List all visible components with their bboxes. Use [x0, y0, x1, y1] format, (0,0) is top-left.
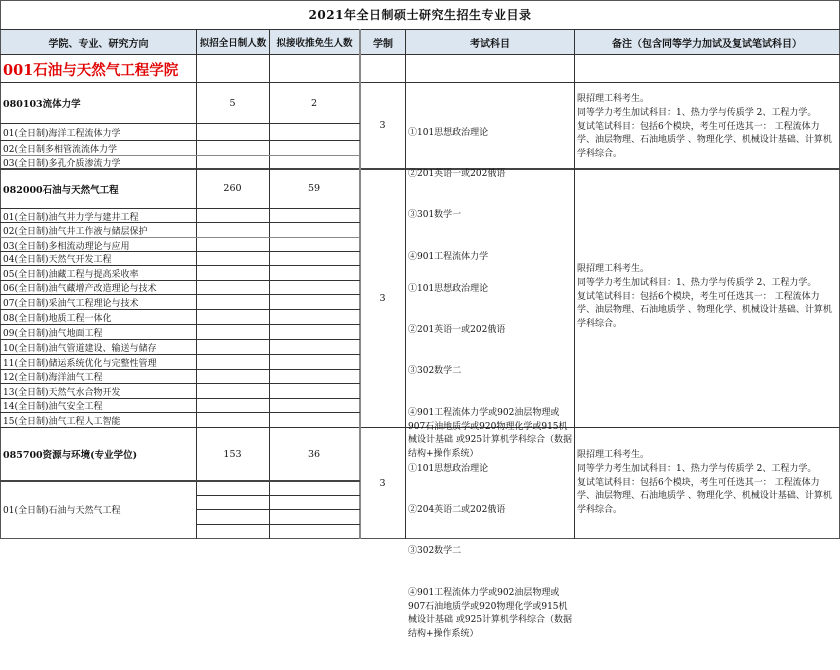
note-item: 限招理工科考生。: [577, 450, 650, 460]
exam-subject-item: ②201英语一或202俄语: [408, 324, 506, 335]
direction-item: 01(全日制)石油与天然气工程: [3, 506, 121, 516]
divider: [196, 509, 360, 510]
direction-item: 04(全日制)天然气开发工程: [3, 254, 112, 265]
direction-item: 06(全日制)油气藏增产改造理论与技术: [3, 283, 157, 294]
header-college-major-direction: 学院、专业、研究方向: [1, 30, 196, 54]
header-planned-fulltime: 拟招全日制人数: [197, 30, 269, 54]
divider: [0, 82, 840, 83]
major-name: 082000石油与天然气工程: [3, 184, 119, 196]
note-item: 同等学力考生加试科目：1、热力学与传质学 2、工程力学。: [577, 107, 817, 118]
note-item: 限招理工科考生。: [577, 94, 650, 104]
direction-item: 10(全日制)油气管道建设、输送与储存: [3, 343, 157, 354]
recommended-count: 36: [307, 448, 321, 460]
exam-subject-item: ④901工程流体力学: [408, 251, 489, 262]
direction-item: 09(全日制)油气地面工程: [3, 328, 103, 339]
exam-subject-item: ②204英语二或202俄语: [408, 504, 506, 515]
direction-item: 08(全日制)地质工程一体化: [3, 313, 112, 324]
header-exam-subjects: 考试科目: [406, 30, 574, 54]
note-item: 同等学力考生加试科目：1、热力学与传质学 2、工程力学。: [577, 277, 817, 288]
note-item: 同等学力考生加试科目：1、热力学与传质学 2、工程力学。: [577, 463, 817, 474]
exam-subject-item: ③302数学二: [408, 366, 462, 377]
direction-item: 03(全日制)多孔介质渗流力学: [3, 158, 121, 169]
exam-subject-item: ②201英语一或202俄语: [408, 168, 506, 179]
direction-item: 12(全日制)海洋油气工程: [3, 372, 103, 383]
header-years: 学制: [361, 30, 405, 54]
planned-count: 153: [223, 448, 242, 460]
exam-subject-item: ①101思想政治理论: [408, 463, 489, 474]
exam-subjects: [408, 435, 574, 670]
direction-item: 07(全日制)采油气工程理论与技术: [3, 298, 139, 309]
notes: [577, 263, 835, 332]
years-value: 3: [379, 120, 386, 131]
note-item: 限招理工科考生。: [577, 264, 650, 274]
exam-subject-item: ③302数学二: [408, 546, 462, 557]
major-name: 080103流体力学: [3, 99, 81, 110]
col-divider: [574, 29, 575, 539]
exam-subject-item: ①101思想政治理论: [408, 283, 489, 294]
direction-item: 01(全日制)海洋工程流体力学: [3, 128, 121, 139]
note-item: 复试笔试科目：包括6个模块，考生可任选其一： 工程流体力学、油层物理、石油地质学 、物理化学、机械设计基础、计算机学科综合。: [577, 477, 832, 516]
notes: [577, 449, 835, 518]
note-item: 复试笔试科目：包括6个模块，考生可任选其一： 工程流体力学、油层物理、石油地质学 、物理化学、机械设计基础、计算机学科综合。: [577, 121, 832, 160]
notes: [577, 93, 835, 162]
years-value: 3: [379, 477, 386, 489]
direction-item: 01(全日制)油气井力学与建井工程: [3, 212, 139, 223]
divider: [196, 524, 360, 525]
direction-item: 02(全日制)油气井工作液与储层保护: [3, 226, 148, 237]
planned-count: 5: [229, 97, 236, 109]
direction-item: 15(全日制)油气工程人工智能: [3, 416, 121, 427]
direction-item: 05(全日制)油藏工程与提高采收率: [3, 269, 139, 280]
note-item: 复试笔试科目：包括6个模块，考生可任选其一： 工程流体力学、油层物理、石油地质学 、物理化学、机械设计基础、计算机学科综合。: [577, 291, 832, 330]
divider: [0, 54, 840, 55]
direction-item: 03(全日制)多相流动理论与应用: [3, 241, 130, 252]
exam-subject-item: ④901工程流体力学或902油层物理或907石油地质学或920物理化学或915机械设计基础 或925计算机学科综合（数据结构+操作系统）: [408, 587, 573, 640]
recommended-count: 59: [307, 183, 321, 194]
major-name: 085700资源与环境(专业学位): [3, 450, 138, 461]
college-name: 001石油与天然气工程学院: [3, 61, 179, 79]
direction-item: 11(全日制)储运系统优化与完整性管理: [3, 358, 157, 369]
planned-count: 260: [223, 183, 242, 194]
years-value: 3: [379, 292, 386, 304]
header-recommended: 拟接收推免生人数: [270, 30, 359, 54]
direction-item: 13(全日制)天然气水合物开发: [3, 387, 121, 398]
col-divider: [405, 29, 406, 539]
exam-subject-item: ①101思想政治理论: [408, 127, 489, 138]
recommended-count: 2: [310, 97, 318, 109]
exam-subject-item: ③301数学一: [408, 210, 462, 221]
divider: [196, 495, 360, 496]
direction-item: 02(全日制多相管流流体力学: [3, 144, 117, 155]
header-notes: 备注（包含同等学力加试及复试笔试科目）: [575, 30, 839, 54]
page-title: 2021年全日制硕士研究生招生专业目录: [308, 8, 532, 22]
direction-item: 14(全日制)油气安全工程: [3, 401, 103, 412]
exam-subject-item: ④901工程流体力学或902油层物理或907石油地质学或920物理化学或915机械设计基础 或925计算机学科综合（数据结构+操作系统）: [408, 407, 573, 460]
